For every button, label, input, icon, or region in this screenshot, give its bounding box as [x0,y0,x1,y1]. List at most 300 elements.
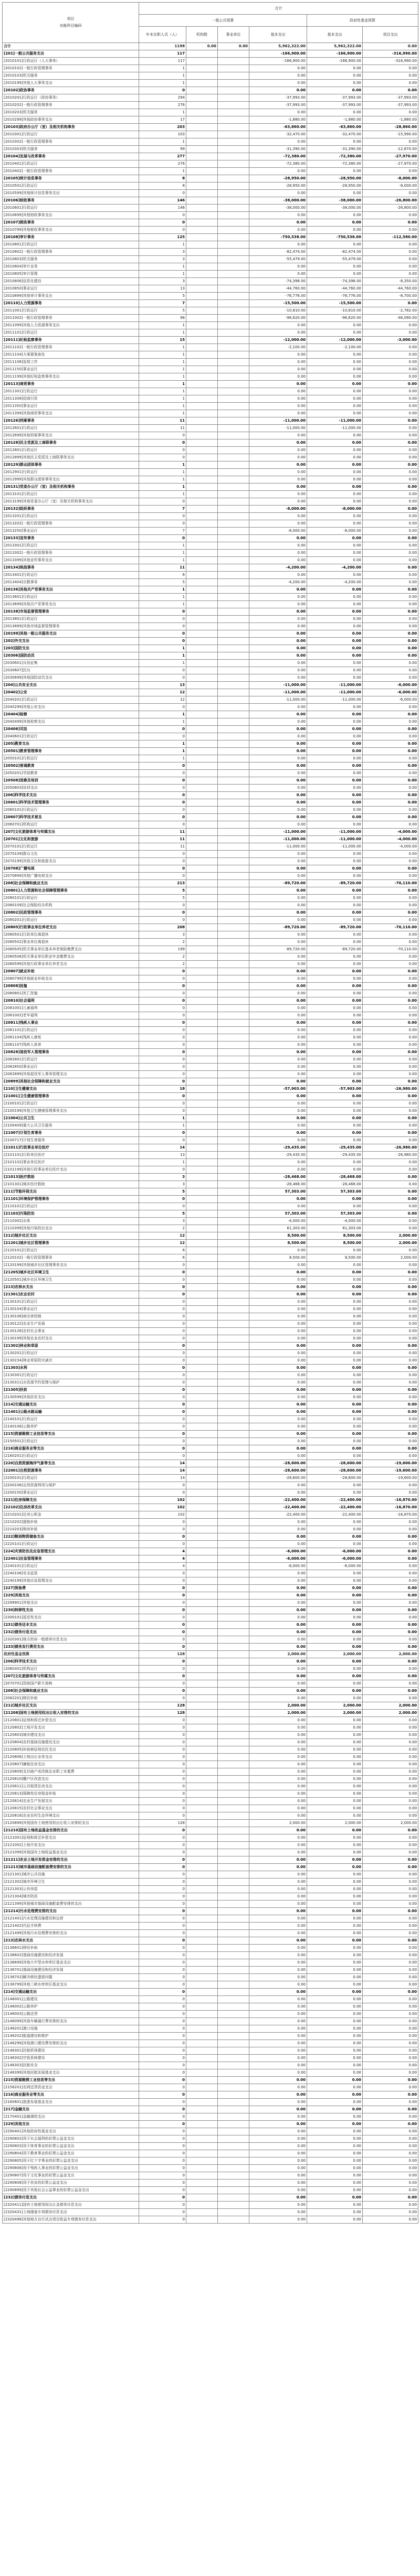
row-value: 0.00 [363,616,418,623]
row-value: 0.00 [363,1042,418,1049]
row-value: 0.00 [249,1577,307,1585]
row-value: 0.00 [307,851,363,858]
table-row [3,2194,418,2202]
row-label: [2060301]机构运行 [3,1666,139,1673]
row-value [218,1130,249,1137]
row-value: 0 [139,2187,186,2194]
row-value: 0.00 [307,1203,363,1210]
row-value: 0.00 [307,403,363,410]
row-value [218,1945,249,1952]
row-value [186,770,218,777]
row-value: 0.00 [307,1423,363,1431]
row-value: -38,000.00 [307,197,363,205]
row-value: 0.00 [249,1519,307,1526]
row-value [218,880,249,887]
row-value: -3,000.00 [363,337,418,344]
row-value: 0.00 [249,65,307,72]
row-value: 0.00 [307,1350,363,1357]
row-label: [20131]党委办公厅（室）及相关机构事务 [3,484,139,491]
table-row [3,1967,418,1974]
row-value: 0.00 [249,388,307,395]
row-value: 0.00 [249,726,307,733]
row-value [218,1049,249,1056]
row-value: 15 [139,337,186,344]
row-value: 2,000.00 [307,1820,363,1827]
row-label: [2290802]用于社会福利的彩票公益金支出 [3,2135,139,2143]
row-value: 0.00 [249,1431,307,1438]
row-value: 0.00 [307,1768,363,1776]
row-value [218,469,249,476]
row-value: 0.00 [363,1834,418,1842]
row-value: 0.00 [363,564,418,572]
row-value: -6,000.00 [307,1548,363,1555]
row-value: 0.00 [363,2165,418,2172]
row-value [218,975,249,983]
row-value: 0.00 [307,1401,363,1409]
row-value: 0 [139,821,186,829]
row-label: [2210203]购房补贴 [3,1526,139,1533]
row-value: 0 [139,1673,186,1680]
row-value: 0.00 [363,1372,418,1379]
table-row [3,1812,418,1820]
row-value: 2,000.00 [307,1651,363,1658]
row-value [218,2180,249,2187]
row-value [186,1504,218,1511]
table-row [3,329,418,337]
row-label: [21001]卫生健康管理事务 [3,1093,139,1100]
row-label: [2290805]用于红十字事业的彩票公益金支出 [3,2158,139,2165]
row-value: -72,380.00 [249,153,307,160]
row-value: 0.00 [249,1937,307,1945]
row-value: 0.00 [307,410,363,417]
row-value: 0.00 [363,513,418,520]
row-label: [20508]进修及培训 [3,777,139,785]
header-org: 机构数 [186,27,218,43]
row-value [186,1328,218,1335]
row-value: 0.00 [307,2099,363,2106]
row-value: -28,950.00 [249,183,307,190]
row-value: 0.00 [307,1592,363,1600]
row-value [186,2025,218,2033]
row-value [186,1930,218,1937]
row-label: [21011]行政事业单位医疗 [3,1144,139,1152]
row-value [218,241,249,249]
row-value: -112,580.00 [363,234,418,241]
row-value [218,564,249,572]
table-row [3,616,418,623]
row-value: 0.00 [363,535,418,542]
row-value: 0.00 [307,1570,363,1577]
row-value: 0.00 [249,1372,307,1379]
row-value [218,1732,249,1739]
row-value: 0.00 [307,1908,363,1915]
row-label: [2160201]行政运行 [3,1453,139,1460]
row-value: -37,993.00 [249,102,307,109]
row-value: 0.00 [307,1042,363,1049]
row-value: 0 [139,873,186,880]
row-value [218,1357,249,1365]
table-row [3,1071,418,1078]
row-value: 0.00 [307,961,363,968]
row-label: [227]预备费 [3,1585,139,1592]
row-value: 0.00 [307,1409,363,1416]
row-value: -6,000.00 [363,696,418,704]
table-row [3,814,418,821]
row-value: 0 [139,1284,186,1291]
row-value: 0 [139,1989,186,1996]
row-value: 0.00 [307,1298,363,1306]
row-value [186,1695,218,1702]
row-value: -4,000.00 [363,829,418,836]
row-value: 0.00 [307,990,363,997]
row-value: 0.00 [307,865,363,873]
table-row [3,1159,418,1166]
table-row [3,2011,418,2018]
row-value [186,1673,218,1680]
row-value [186,1042,218,1049]
row-value [186,2143,218,2150]
row-value: 0.00 [249,461,307,469]
table-row [3,601,418,608]
row-value [186,983,218,990]
row-value [218,865,249,873]
row-value: 1 [139,138,186,146]
table-row [3,858,418,865]
row-label: [21214]污水处理费安排的支出 [3,1908,139,1915]
row-value: 0.00 [249,975,307,983]
row-value [218,1335,249,1343]
row-value: 0.00 [249,2062,307,2069]
table-row [3,410,418,417]
row-value [218,388,249,395]
row-value: 0.00 [363,542,418,550]
row-label: [2146299]其他港口建设费安排的支出 [3,2040,139,2047]
row-value: 0.00 [307,594,363,601]
row-value: 0.00 [363,300,418,307]
row-value [186,2194,218,2202]
row-label: [231]债务还本支出 [3,1622,139,1629]
row-value: 0.00 [307,263,363,271]
row-label: [2146002]公路养护 [3,2003,139,2011]
row-label: [2120801]征地和拆迁补偿支出 [3,1717,139,1724]
table-row [3,1600,418,1607]
row-value: 0.00 [363,227,418,234]
row-value: 0.00 [363,740,418,748]
row-value [186,1959,218,1967]
row-value: 0.00 [249,138,307,146]
row-value: 0.00 [363,1776,418,1783]
row-value: 128 [139,1651,186,1658]
row-value: 2,000.00 [249,1710,307,1717]
row-value: -70,110.00 [363,924,418,931]
row-label: 政府性基金预算 [3,1651,139,1658]
table-row [3,1144,418,1152]
row-label: [2120815]农村社会事业支出 [3,1805,139,1812]
row-value [186,50,218,58]
row-value: 1 [139,660,186,667]
table-row [3,924,418,931]
row-value: 0.00 [249,1790,307,1798]
row-label: [2012899]其他民主党派及工商联事务支出 [3,454,139,461]
table-row [3,498,418,506]
table-row [3,880,418,887]
row-value: 0 [139,623,186,630]
row-value: -19,600.00 [363,1467,418,1475]
row-value [186,315,218,322]
row-value [218,616,249,623]
row-value [218,307,249,315]
row-value [186,484,218,491]
table-row [3,1152,418,1159]
row-value: 0.00 [249,469,307,476]
row-value: 0 [139,1401,186,1409]
row-value [218,183,249,190]
row-value: 0.00 [307,2121,363,2128]
row-value [186,1636,218,1644]
table-row [3,1203,418,1210]
row-value: -28,468.00 [307,1181,363,1188]
row-value: -55,479.00 [307,256,363,263]
row-value: 0.00 [363,1019,418,1027]
row-value: 0.00 [363,1328,418,1335]
row-value: 0.00 [249,1666,307,1673]
row-value: 0.00 [249,1981,307,1989]
row-label: [22001]自然资源事务 [3,1467,139,1475]
row-value [218,667,249,674]
row-value: 0.00 [307,1027,363,1034]
row-value [218,1350,249,1357]
table-row [3,513,418,520]
row-value [186,1247,218,1254]
row-value: 0.00 [363,1981,418,1989]
row-value [218,197,249,205]
row-value: 0 [139,1056,186,1064]
row-label: [20104]发展与改革事务 [3,153,139,160]
table-row [3,1842,418,1849]
row-value: 0.00 [307,572,363,579]
row-value: 0 [139,1812,186,1820]
row-value: 0.00 [249,550,307,557]
row-value: 0.00 [249,704,307,711]
row-value: 18 [139,1086,186,1093]
row-value: 0.00 [363,1269,418,1276]
header-fund-budget: 政府性基金预算 [307,15,418,27]
table-row [3,1776,418,1783]
row-value [186,160,218,168]
row-value: 0.00 [249,2055,307,2062]
row-value: 0 [139,227,186,234]
row-value [186,219,218,227]
row-label: [2011002]一般行政管理事务 [3,315,139,322]
row-label: [2011001]行政运行 [3,307,139,315]
row-value [218,1607,249,1614]
row-value: 0.00 [363,1519,418,1526]
row-value [218,1739,249,1746]
row-value: 0 [139,1445,186,1453]
row-value [218,2135,249,2143]
row-value: -38,000.00 [249,205,307,212]
row-value: 11 [139,425,186,432]
row-value [218,1886,249,1893]
table-row [3,153,418,160]
row-value: 0.00 [249,1526,307,1533]
row-value: -166,900.00 [307,50,363,58]
row-value: 0.00 [363,432,418,439]
table-row [3,1901,418,1908]
row-value [218,799,249,807]
budget-sheet [2,2,418,2224]
row-value: 0.00 [363,2040,418,2047]
row-value [186,1761,218,1768]
row-value [218,528,249,535]
row-value: 1 [139,469,186,476]
table-row [3,733,418,740]
row-value: 5 [139,1210,186,1218]
row-label: [20708]广播电视 [3,865,139,873]
row-value [218,1489,249,1497]
row-value [218,1952,249,1959]
row-value: 57,303.00 [307,1210,363,1218]
row-label: [2120501]城乡社区环境卫生 [3,1276,139,1284]
row-value: 0.00 [249,1945,307,1952]
row-value: 1 [139,755,186,763]
row-value: 0.00 [363,674,418,682]
row-value: 0.00 [363,1952,418,1959]
row-value: 0.00 [307,1783,363,1790]
row-value: 0.00 [249,667,307,674]
row-value: 0.00 [307,2143,363,2150]
row-value [186,807,218,814]
row-value [186,1313,218,1321]
row-value: 0.00 [363,263,418,271]
table-row [3,1702,418,1710]
row-value: 0.00 [249,241,307,249]
table-row [3,726,418,733]
row-value: -72,380.00 [307,153,363,160]
row-label: [2011301]行政运行 [3,388,139,395]
row-value: 0.00 [249,168,307,175]
row-value: 3 [139,1181,186,1188]
row-value: 0.00 [363,1805,418,1812]
row-value: 0.00 [307,2194,363,2202]
table-row [3,307,418,315]
row-value: 0.00 [363,2194,418,2202]
table-row [3,2158,418,2165]
row-value: 0.00 [363,469,418,476]
row-value: 0.00 [249,263,307,271]
row-value: 2,000.00 [307,1710,363,1717]
row-value: 0.00 [249,873,307,880]
row-value: 0 [139,1724,186,1732]
row-value: 0.00 [249,1967,307,1974]
table-row [3,2135,418,2143]
row-value [186,1181,218,1188]
table-row [3,2025,418,2033]
row-label: [2013899]其他市场监督管理事务 [3,623,139,630]
row-value: 0.00 [307,1526,363,1533]
row-value: 0 [139,1688,186,1695]
row-value: 0.00 [249,1901,307,1908]
row-value [218,1056,249,1064]
row-value: 0.00 [307,1937,363,1945]
table-row [3,219,418,227]
row-value: 0.00 [307,373,363,381]
row-value [186,1658,218,1666]
row-label: [2130108]病虫害控制 [3,1313,139,1321]
row-value: 0.00 [363,2091,418,2099]
row-value: 1 [139,351,186,359]
row-value: 0.00 [363,1879,418,1886]
row-value [186,2003,218,2011]
row-value: 0.00 [307,454,363,461]
row-label: [20113]商贸事务 [3,381,139,388]
row-value [186,1152,218,1159]
row-value: -29,435.00 [307,1152,363,1159]
row-value [218,403,249,410]
table-row [3,1482,418,1489]
row-value [218,432,249,439]
row-value [186,1144,218,1152]
row-label: [2146001]公路建设 [3,1996,139,2003]
row-value: 0.00 [249,1328,307,1335]
table-row [3,1644,418,1651]
row-value [218,1644,249,1651]
row-value [186,403,218,410]
row-value: -10,810.00 [307,307,363,315]
row-label: [2136602]基础设施建设和经济发展 [3,1952,139,1959]
row-value [186,1989,218,1996]
row-value: 0 [139,1071,186,1078]
row-value [218,2187,249,2194]
row-value [218,594,249,601]
table-row [3,124,418,131]
row-value: 0 [139,1042,186,1049]
row-value: 0.00 [307,2209,363,2216]
row-label: [2010850]事业运行 [3,285,139,293]
row-value: -8,000.00 [249,528,307,535]
row-value [186,153,218,160]
row-value: 0.00 [307,432,363,439]
row-value: 0.00 [363,1247,418,1254]
row-value [218,278,249,285]
table-row [3,1188,418,1196]
row-value: 0.00 [218,43,249,50]
row-label: [201]一般公共服务支出 [3,50,139,58]
row-value: 0.00 [249,763,307,770]
row-value [186,1614,218,1622]
row-value: 0 [139,1526,186,1533]
row-value: -82,474.00 [307,249,363,256]
row-value: -12,000.00 [249,337,307,344]
row-value: 0 [139,1577,186,1585]
row-value: 0.00 [249,1394,307,1401]
row-value: 3 [139,278,186,285]
row-value: 0.00 [363,630,418,638]
table-row [3,1379,418,1387]
row-label: [2011308]招商引资 [3,395,139,403]
row-label: [2130101]行政运行 [3,1298,139,1306]
row-value: 0.00 [249,2135,307,2143]
row-value: 0 [139,1379,186,1387]
row-value: 5 [139,293,186,300]
row-value [218,1137,249,1144]
row-value: 0.00 [249,601,307,608]
row-value [218,205,249,212]
row-value: 2,000.00 [307,1702,363,1710]
row-value: 0.00 [249,329,307,337]
row-value [186,1196,218,1203]
row-value: 11 [139,836,186,843]
